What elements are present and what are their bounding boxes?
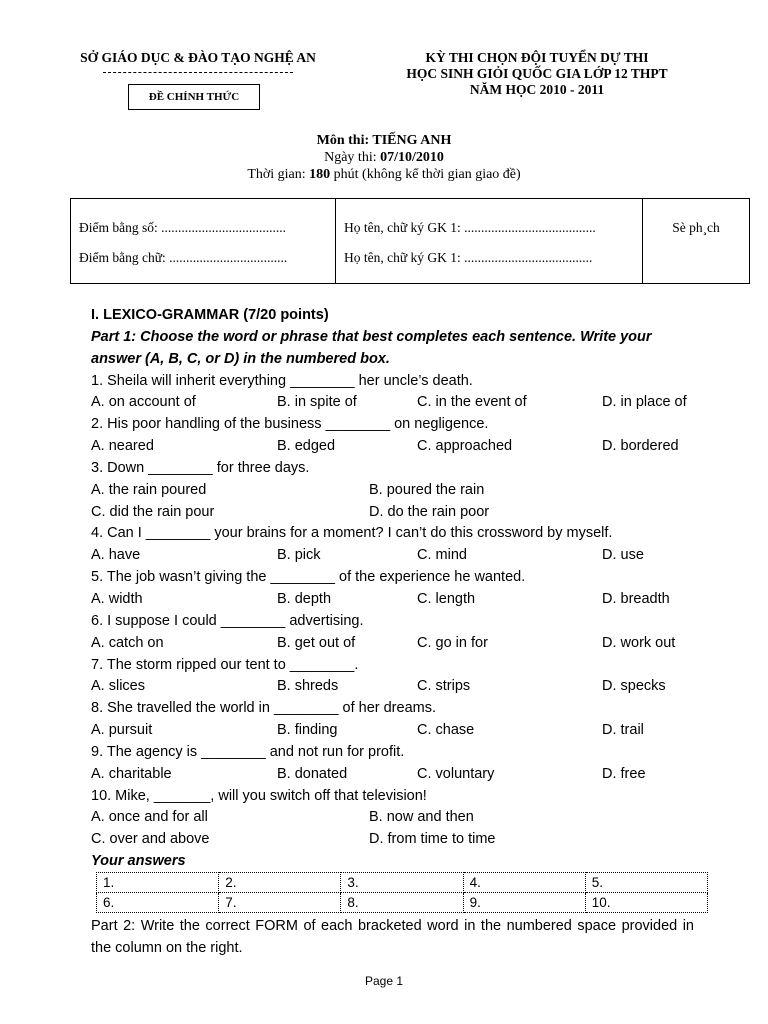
examiner-2-field: Họ tên, chữ ký GK 1: ...................................... xyxy=(344,250,593,265)
code-cell xyxy=(643,199,750,284)
answer-cell[interactable]: 1. xyxy=(97,873,219,893)
exam-title-line-1: KỲ THI CHỌN ĐỘI TUYỂN DỰ THI xyxy=(425,50,649,65)
subject-value: TIẾNG ANH xyxy=(372,133,452,148)
part1-instruction: Part 1: Choose the word or phrase that best completes each sentence. Write your answer (A, B, C, or D) in the numbered box. xyxy=(91,328,652,367)
option-b: B. depth xyxy=(277,590,332,607)
options-row xyxy=(91,676,701,698)
option-b: B. poured the rain xyxy=(369,481,485,498)
page-number: Page 1 xyxy=(364,974,404,988)
examiner-cell xyxy=(336,199,643,284)
option-d: D. do the rain poor xyxy=(369,503,490,520)
question-9: 9. The agency is ________ and not run for profit. xyxy=(91,743,405,760)
option-c: C. mind xyxy=(417,547,467,564)
time-line xyxy=(0,166,768,183)
option-b: B. now and then xyxy=(369,809,474,826)
exam-title xyxy=(378,50,696,98)
option-d: D. work out xyxy=(602,634,676,651)
options-row xyxy=(91,589,701,611)
option-a: A. the rain poured xyxy=(91,481,207,498)
option-a: A. charitable xyxy=(91,765,172,782)
question-6: 6. I suppose I could ________ advertising. xyxy=(91,612,364,629)
options-row xyxy=(91,392,701,414)
question-8: 8. She travelled the world in ________ of her dreams. xyxy=(91,700,436,717)
answer-cell[interactable]: 2. xyxy=(219,873,341,893)
score-number-field: Điểm bằng số: ..................................... xyxy=(79,220,286,235)
option-d: D. breadth xyxy=(602,590,670,607)
time-label: Thời gian: xyxy=(247,167,310,182)
option-c: C. strips xyxy=(417,678,471,695)
options-row xyxy=(91,764,701,786)
option-d: D. specks xyxy=(602,678,666,695)
answer-row xyxy=(97,893,708,913)
options-row xyxy=(91,480,701,502)
option-d: D. in place of xyxy=(602,394,687,411)
answer-cell[interactable]: 9. xyxy=(463,893,585,913)
question-5: 5. The job wasn’t giving the ________ of the experience he wanted. xyxy=(91,569,526,586)
answer-cell[interactable]: 7. xyxy=(219,893,341,913)
exam-title-line-3: NĂM HỌC 2010 - 2011 xyxy=(469,82,605,97)
option-b: B. in spite of xyxy=(277,394,357,411)
score-cell xyxy=(71,199,336,284)
date-value: 07/10/2010 xyxy=(380,150,444,165)
answer-cell[interactable]: 8. xyxy=(341,893,463,913)
option-b: B. shreds xyxy=(277,678,339,695)
examiner-1-field: Họ tên, chữ ký GK 1: ....................................... xyxy=(344,220,596,235)
section-title: I. LEXICO-GRAMMAR (7/20 points) xyxy=(91,307,329,323)
option-d: D. bordered xyxy=(602,438,679,455)
option-a: A. have xyxy=(91,547,141,564)
official-exam-label: ĐỀ CHÍNH THỨC xyxy=(128,84,260,110)
option-c: C. did the rain pour xyxy=(91,503,215,520)
score-words-field: Điểm bằng chữ: ................................... xyxy=(79,250,288,265)
options-row xyxy=(91,720,701,742)
answer-cell[interactable]: 5. xyxy=(585,873,707,893)
code-label: Sè ph¸ch xyxy=(672,220,720,235)
question-10: 10. Mike, _______, will you switch off that television! xyxy=(91,787,427,804)
question-1: 1. Sheila will inherit everything ________ her uncle’s death. xyxy=(91,372,473,389)
option-d: D. trail xyxy=(602,722,644,739)
option-a: A. slices xyxy=(91,678,145,695)
option-c: C. voluntary xyxy=(417,765,495,782)
answer-cell[interactable]: 3. xyxy=(341,873,463,893)
department-header xyxy=(58,50,338,73)
options-row xyxy=(91,633,701,655)
options-row xyxy=(91,502,701,524)
answer-cell[interactable]: 6. xyxy=(97,893,219,913)
option-a: A. neared xyxy=(91,438,154,455)
score-table xyxy=(70,198,750,284)
time-value: 180 xyxy=(309,167,331,182)
date-label: Ngày thi: xyxy=(324,150,381,165)
option-a: A. width xyxy=(91,590,143,607)
option-b: B. get out of xyxy=(277,634,356,651)
option-a: A. on account of xyxy=(91,394,196,411)
subject-label: Môn thi: xyxy=(316,133,373,148)
answer-table xyxy=(96,872,708,913)
part2-instruction: Part 2: Write the correct FORM of each bracketed word in the numbered space provided in the column on the right. xyxy=(91,918,694,956)
header-dashed-underline xyxy=(103,68,293,73)
exam-title-line-2: HỌC SINH GIỎI QUỐC GIA LỚP 12 THPT xyxy=(406,66,668,81)
question-7: 7. The storm ripped our tent to ________. xyxy=(91,656,359,673)
department-name: SỞ GIÁO DỤC & ĐÀO TẠO NGHỆ AN xyxy=(80,50,316,65)
option-a: A. once and for all xyxy=(91,809,208,826)
subject-line xyxy=(0,132,768,149)
exam-info xyxy=(0,132,768,183)
options-row xyxy=(91,807,701,829)
option-b: B. pick xyxy=(277,547,321,564)
option-c: C. go in for xyxy=(417,634,488,651)
answer-row xyxy=(97,873,708,893)
option-c: C. over and above xyxy=(91,831,210,848)
option-b: B. edged xyxy=(277,438,336,455)
question-3: 3. Down ________ for three days. xyxy=(91,459,310,476)
options-row xyxy=(91,436,701,458)
option-b: B. finding xyxy=(277,722,338,739)
question-2: 2. His poor handling of the business ________ on negligence. xyxy=(91,416,489,433)
time-note: phút (không kể thời gian giao đề) xyxy=(330,167,521,182)
option-a: A. pursuit xyxy=(91,722,153,739)
answer-cell[interactable]: 4. xyxy=(463,873,585,893)
option-d: D. use xyxy=(602,547,644,564)
options-row xyxy=(91,829,701,851)
option-d: D. from time to time xyxy=(369,831,496,848)
options-row xyxy=(91,545,701,567)
question-list xyxy=(91,371,701,852)
option-b: B. donated xyxy=(277,765,348,782)
option-c: C. approached xyxy=(417,438,513,455)
answers-label: Your answers xyxy=(91,853,186,870)
answer-cell[interactable]: 10. xyxy=(585,893,707,913)
question-4: 4. Can I ________ your brains for a moment? I can’t do this crossword by myself. xyxy=(91,525,613,542)
option-c: C. in the event of xyxy=(417,394,527,411)
date-line xyxy=(0,149,768,166)
question-content xyxy=(91,305,701,873)
option-d: D. free xyxy=(602,765,646,782)
option-a: A. catch on xyxy=(91,634,164,651)
option-c: C. length xyxy=(417,590,476,607)
option-c: C. chase xyxy=(417,722,475,739)
